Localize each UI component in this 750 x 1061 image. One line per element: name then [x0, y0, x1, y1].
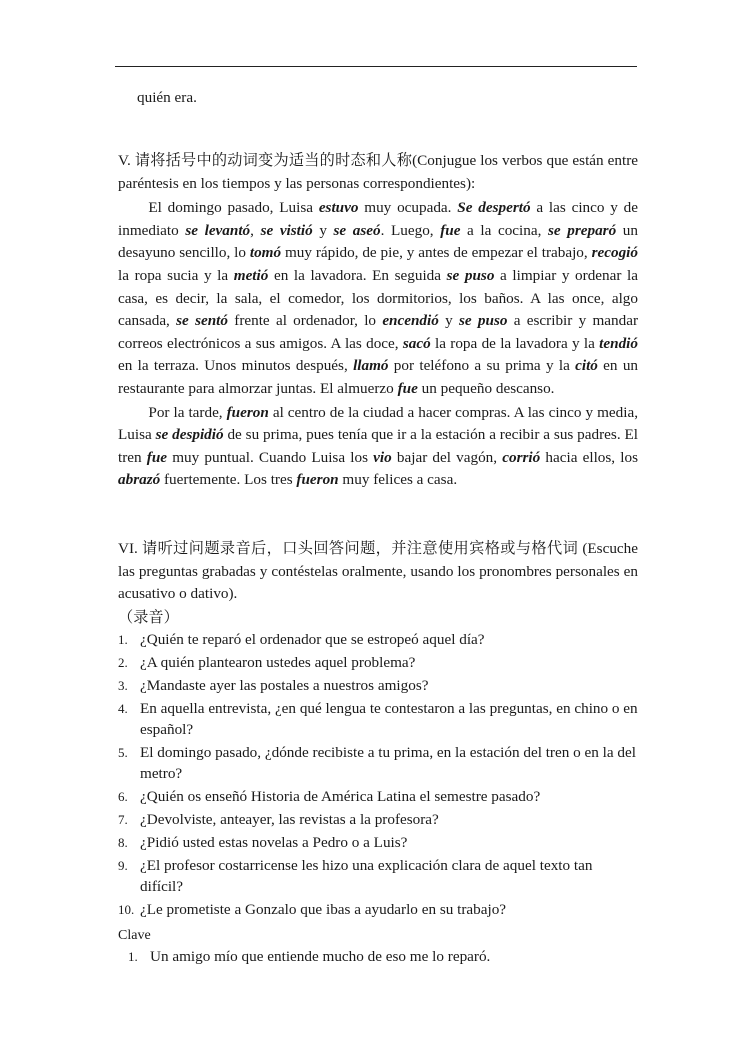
conjugated-verb: se despidió — [155, 426, 224, 444]
conjugated-verb: abrazó — [118, 471, 161, 489]
conjugated-verb: tendió — [599, 334, 638, 352]
question-list — [118, 629, 638, 920]
continued-text: quién era. — [137, 89, 197, 106]
section-v — [118, 150, 638, 492]
conjugated-verb: fueron — [226, 403, 269, 421]
top-rule — [115, 66, 637, 67]
question-item — [118, 832, 638, 853]
conjugated-verb: llamó — [353, 357, 389, 375]
question-item — [118, 855, 638, 897]
question-item — [118, 899, 638, 920]
conjugated-verb: se puso — [446, 266, 495, 284]
conjugated-verb: recogió — [591, 244, 638, 262]
conjugated-verb: metió — [233, 266, 269, 284]
conjugated-verb: sacó — [402, 334, 431, 352]
clave-label: Clave — [118, 928, 151, 943]
audio-label: （录音） — [118, 608, 179, 626]
question-item-number: 4. — [118, 700, 128, 716]
question-item-text: En aquella entrevista, ¿en qué lengua te contestaron a las preguntas, en chino o en español? — [140, 699, 638, 738]
question-item — [118, 629, 638, 650]
conjugated-verb: estuvo — [318, 199, 359, 217]
section-v-paragraph-1: El domingo pasado, Luisa estuvo muy ocupada. Se despertó a las cinco y de inmediato se levantó, se vistió y se aseó. Luego, fue a la cocina, se preparó un desayuno sencillo, lo tomó muy rápido, de pie, y antes de empezar el trabajo, recogió la ropa sucia y la metió en la lavadora. En seguida se puso a limpiar y ordenar la casa, es decir, la sala, el comedor, los dormitorios, los baños. A las once, algo cansada, se sentó frente al ordenador, lo encendió y se puso a escribir y mandar correos electrónicos a sus amigos. A las doce, sacó la ropa de la lavadora y la tendió en la terraza. Unos minutos después, llamó por teléfono a su prima y la citó en un restaurante para almorzar juntas. El almuerzo fue un pequeño descanso. — [118, 199, 639, 397]
question-item — [118, 742, 638, 784]
question-item — [118, 809, 638, 830]
question-item-number: 2. — [118, 654, 128, 670]
section-vi-instruction: VI. 请听过问题录音后，口头回答问题，并注意使用宾格或与格代词 (Escuche las preguntas grabadas y contéstelas oralmente, usando los pronombres personales en acusativo o dativo). — [118, 540, 638, 603]
conjugated-verb: vio — [373, 448, 392, 466]
question-item-text: ¿Quién os enseñó Historia de América Latina el semestre pasado? — [140, 787, 541, 805]
answer-item — [128, 946, 638, 967]
question-item — [118, 675, 638, 696]
section-vi — [118, 538, 638, 922]
question-item — [118, 652, 638, 673]
question-item-text: ¿El profesor costarricense les hizo una explicación clara de aquel texto tan difícil? — [140, 856, 593, 895]
section-v-paragraph-2: Por la tarde, fueron al centro de la ciudad a hacer compras. A las cinco y media, Luisa se despidió de su prima, pues tenía que ir a la estación a recibir a sus padres. El tren fue muy puntual. Cuando Luisa los vio bajar del vagón, corrió hacia ellos, los abrazó fuertemente. Los tres fueron muy felices a casa. — [118, 403, 638, 489]
conjugated-verb: encendió — [382, 312, 439, 330]
conjugated-verb: se levantó — [185, 221, 251, 239]
conjugated-verb: se vistió — [260, 221, 313, 239]
conjugated-verb: se aseó — [333, 221, 381, 239]
question-item-text: ¿Quién te reparó el ordenador que se estropeó aquel día? — [140, 630, 485, 648]
conjugated-verb: fue — [146, 448, 168, 466]
conjugated-verb: citó — [575, 357, 598, 375]
answer-item-text: Un amigo mío que entiende mucho de eso me lo reparó. — [150, 948, 491, 965]
question-item-number: 7. — [118, 811, 128, 827]
answer-item-number: 1. — [128, 949, 138, 964]
question-item-text: ¿Devolviste, anteayer, las revistas a la profesora? — [140, 810, 439, 828]
question-item-text: ¿Pidió usted estas novelas a Pedro o a Luis? — [140, 833, 408, 851]
conjugated-verb: Se despertó — [457, 199, 531, 217]
section-v-instruction: V. 请将括号中的动词变为适当的时态和人称(Conjugue los verbos que están entre paréntesis en los tiempos y las personas correspondientes): — [118, 152, 638, 192]
question-item-number: 5. — [118, 744, 128, 760]
conjugated-verb: fue — [397, 379, 418, 397]
question-item-number: 6. — [118, 788, 128, 804]
conjugated-verb: se preparó — [547, 221, 617, 239]
question-item-number: 3. — [118, 677, 128, 693]
question-item — [118, 786, 638, 807]
question-item-text: ¿Mandaste ayer las postales a nuestros amigos? — [140, 676, 429, 694]
question-item-text: ¿A quién plantearon ustedes aquel problema? — [140, 653, 416, 671]
question-item-number: 1. — [118, 631, 128, 647]
conjugated-verb: fueron — [296, 471, 339, 489]
conjugated-verb: fue — [440, 221, 461, 239]
question-item-text: El domingo pasado, ¿dónde recibiste a tu prima, en la estación del tren o en la del metro? — [140, 743, 636, 782]
question-item-number: 9. — [118, 857, 128, 873]
answer-list — [128, 946, 638, 969]
question-item-number: 10. — [118, 901, 135, 917]
question-item-text: ¿Le prometiste a Gonzalo que ibas a ayudarlo en su trabajo? — [140, 900, 507, 918]
question-item — [118, 698, 638, 740]
conjugated-verb: corrió — [502, 448, 541, 466]
question-item-number: 8. — [118, 834, 128, 850]
conjugated-verb: se puso — [459, 312, 508, 330]
conjugated-verb: tomó — [249, 244, 282, 262]
conjugated-verb: se sentó — [176, 312, 228, 330]
